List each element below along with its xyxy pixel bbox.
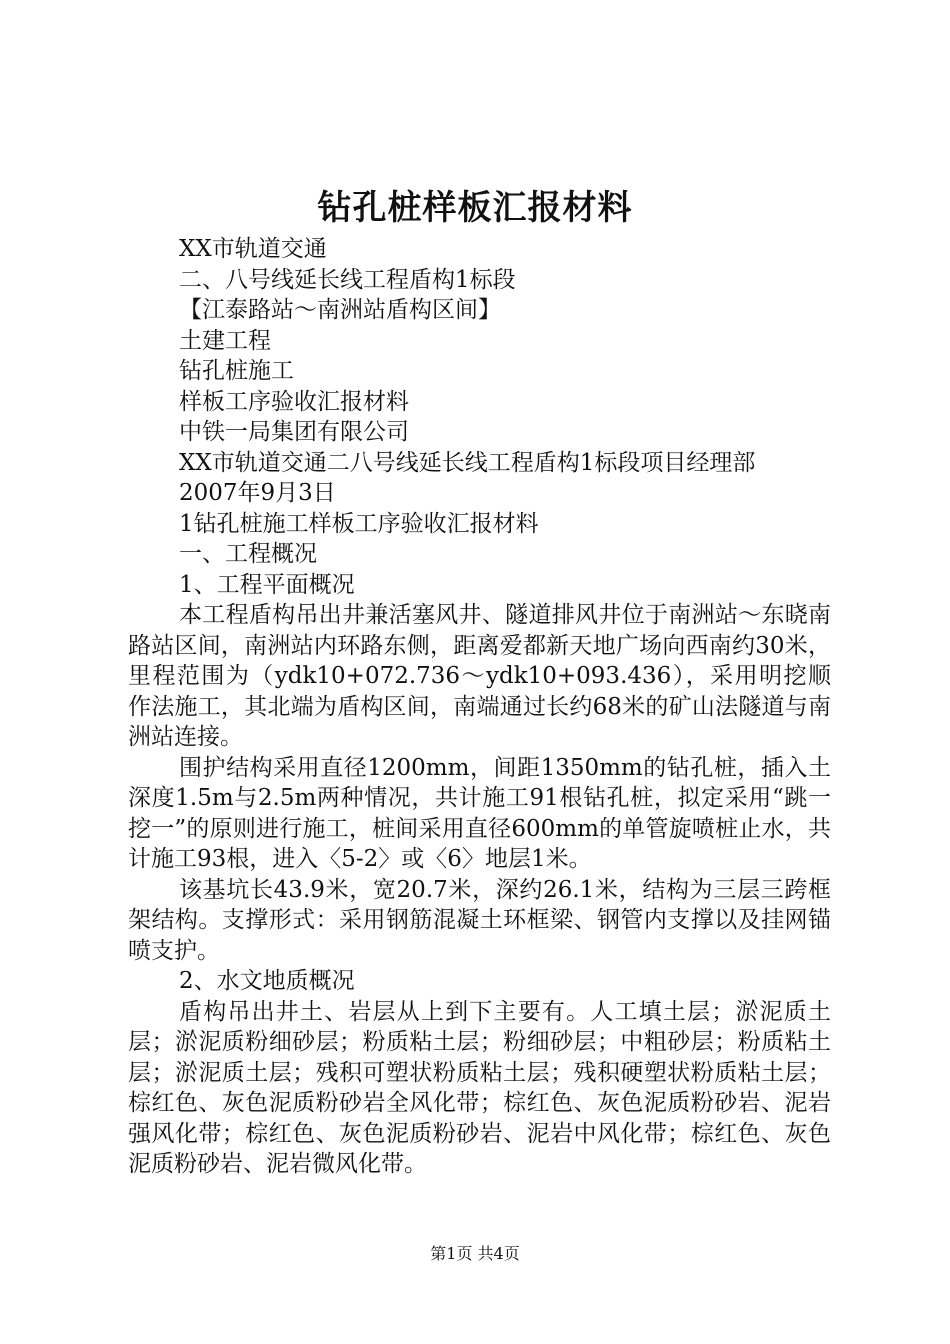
paragraph-location: 本工程盾构吊出井兼活塞风井、隧道排风井位于南洲站～东晓南路站区间，南洲站内环路东侧，距离爱都新天地广场向西南约30米，里程范围为（ydk10+072.736～ydk10+093.436），采用明挖顺作法施工，其北端为盾构区间，南端通过长约68米的矿山法隧道与南洲站连接。	[128, 602, 831, 750]
paragraph-retaining: 围护结构采用直径1200mm，间距1350mm的钻孔桩，插入土深度1.5m与2.5m两种情况，共计施工91根钻孔桩，拟定采用“跳一挖一”的原则进行施工，桩间采用直径600mm的单管旋喷桩止水，共计施工93根，进入〈5-2〉或〈6〉地层1米。	[128, 754, 831, 872]
header-line-report: 样板工序验收汇报材料	[179, 388, 409, 415]
header-line-company: 中铁一局集团有限公司	[179, 419, 409, 445]
header-line-department: XX市轨道交通二八号线延长线工程盾构1标段项目经理部	[179, 449, 756, 476]
section-heading-report: 1钻孔桩施工样板工序验收汇报材料	[179, 510, 539, 537]
page-footer: 第1页 共4页	[430, 1244, 520, 1263]
section-heading-plan: 1、工程平面概况	[179, 571, 355, 598]
paragraph-geology: 盾构吊出井土、岩层从上到下主要有。人工填土层；淤泥质土层；淤泥质粉细砂层；粉质粘土层；粉细砂层；中粗砂层；粉质粘土层；淤泥质土层；残积可塑状粉质粘土层；残积硬塑状粉质粘土层；棕红色、灰色泥质粉砂岩全风化带；棕红色、灰色泥质粉砂岩、泥岩强风化带；棕红色、灰色泥质粉砂岩、泥岩中风化带；棕红色、灰色泥质粉砂岩、泥岩微风化带。	[128, 998, 831, 1177]
header-line-date: 2007年9月3日	[179, 480, 336, 506]
paragraph-pit: 该基坑长43.9米，宽20.7米，深约26.1米，结构为三层三跨框架结构。支撑形式：采用钢筋混凝土环框梁、钢管内支撑以及挂网锚喷支护。	[128, 876, 831, 964]
header-line-construction: 钻孔桩施工	[179, 358, 294, 384]
document-body	[128, 234, 831, 1180]
document-title: 钻孔桩样板汇报材料	[317, 188, 633, 228]
section-heading-geology: 2、水文地质概况	[179, 968, 355, 994]
header-line-section: 【江泰路站～南洲站盾构区间】	[179, 297, 501, 323]
section-heading-overview: 一、工程概况	[179, 541, 317, 567]
header-line-project: 二、八号线延长线工程盾构1标段	[179, 266, 516, 293]
header-line-civil: 土建工程	[179, 327, 271, 354]
header-line-city: XX市轨道交通	[179, 236, 327, 262]
